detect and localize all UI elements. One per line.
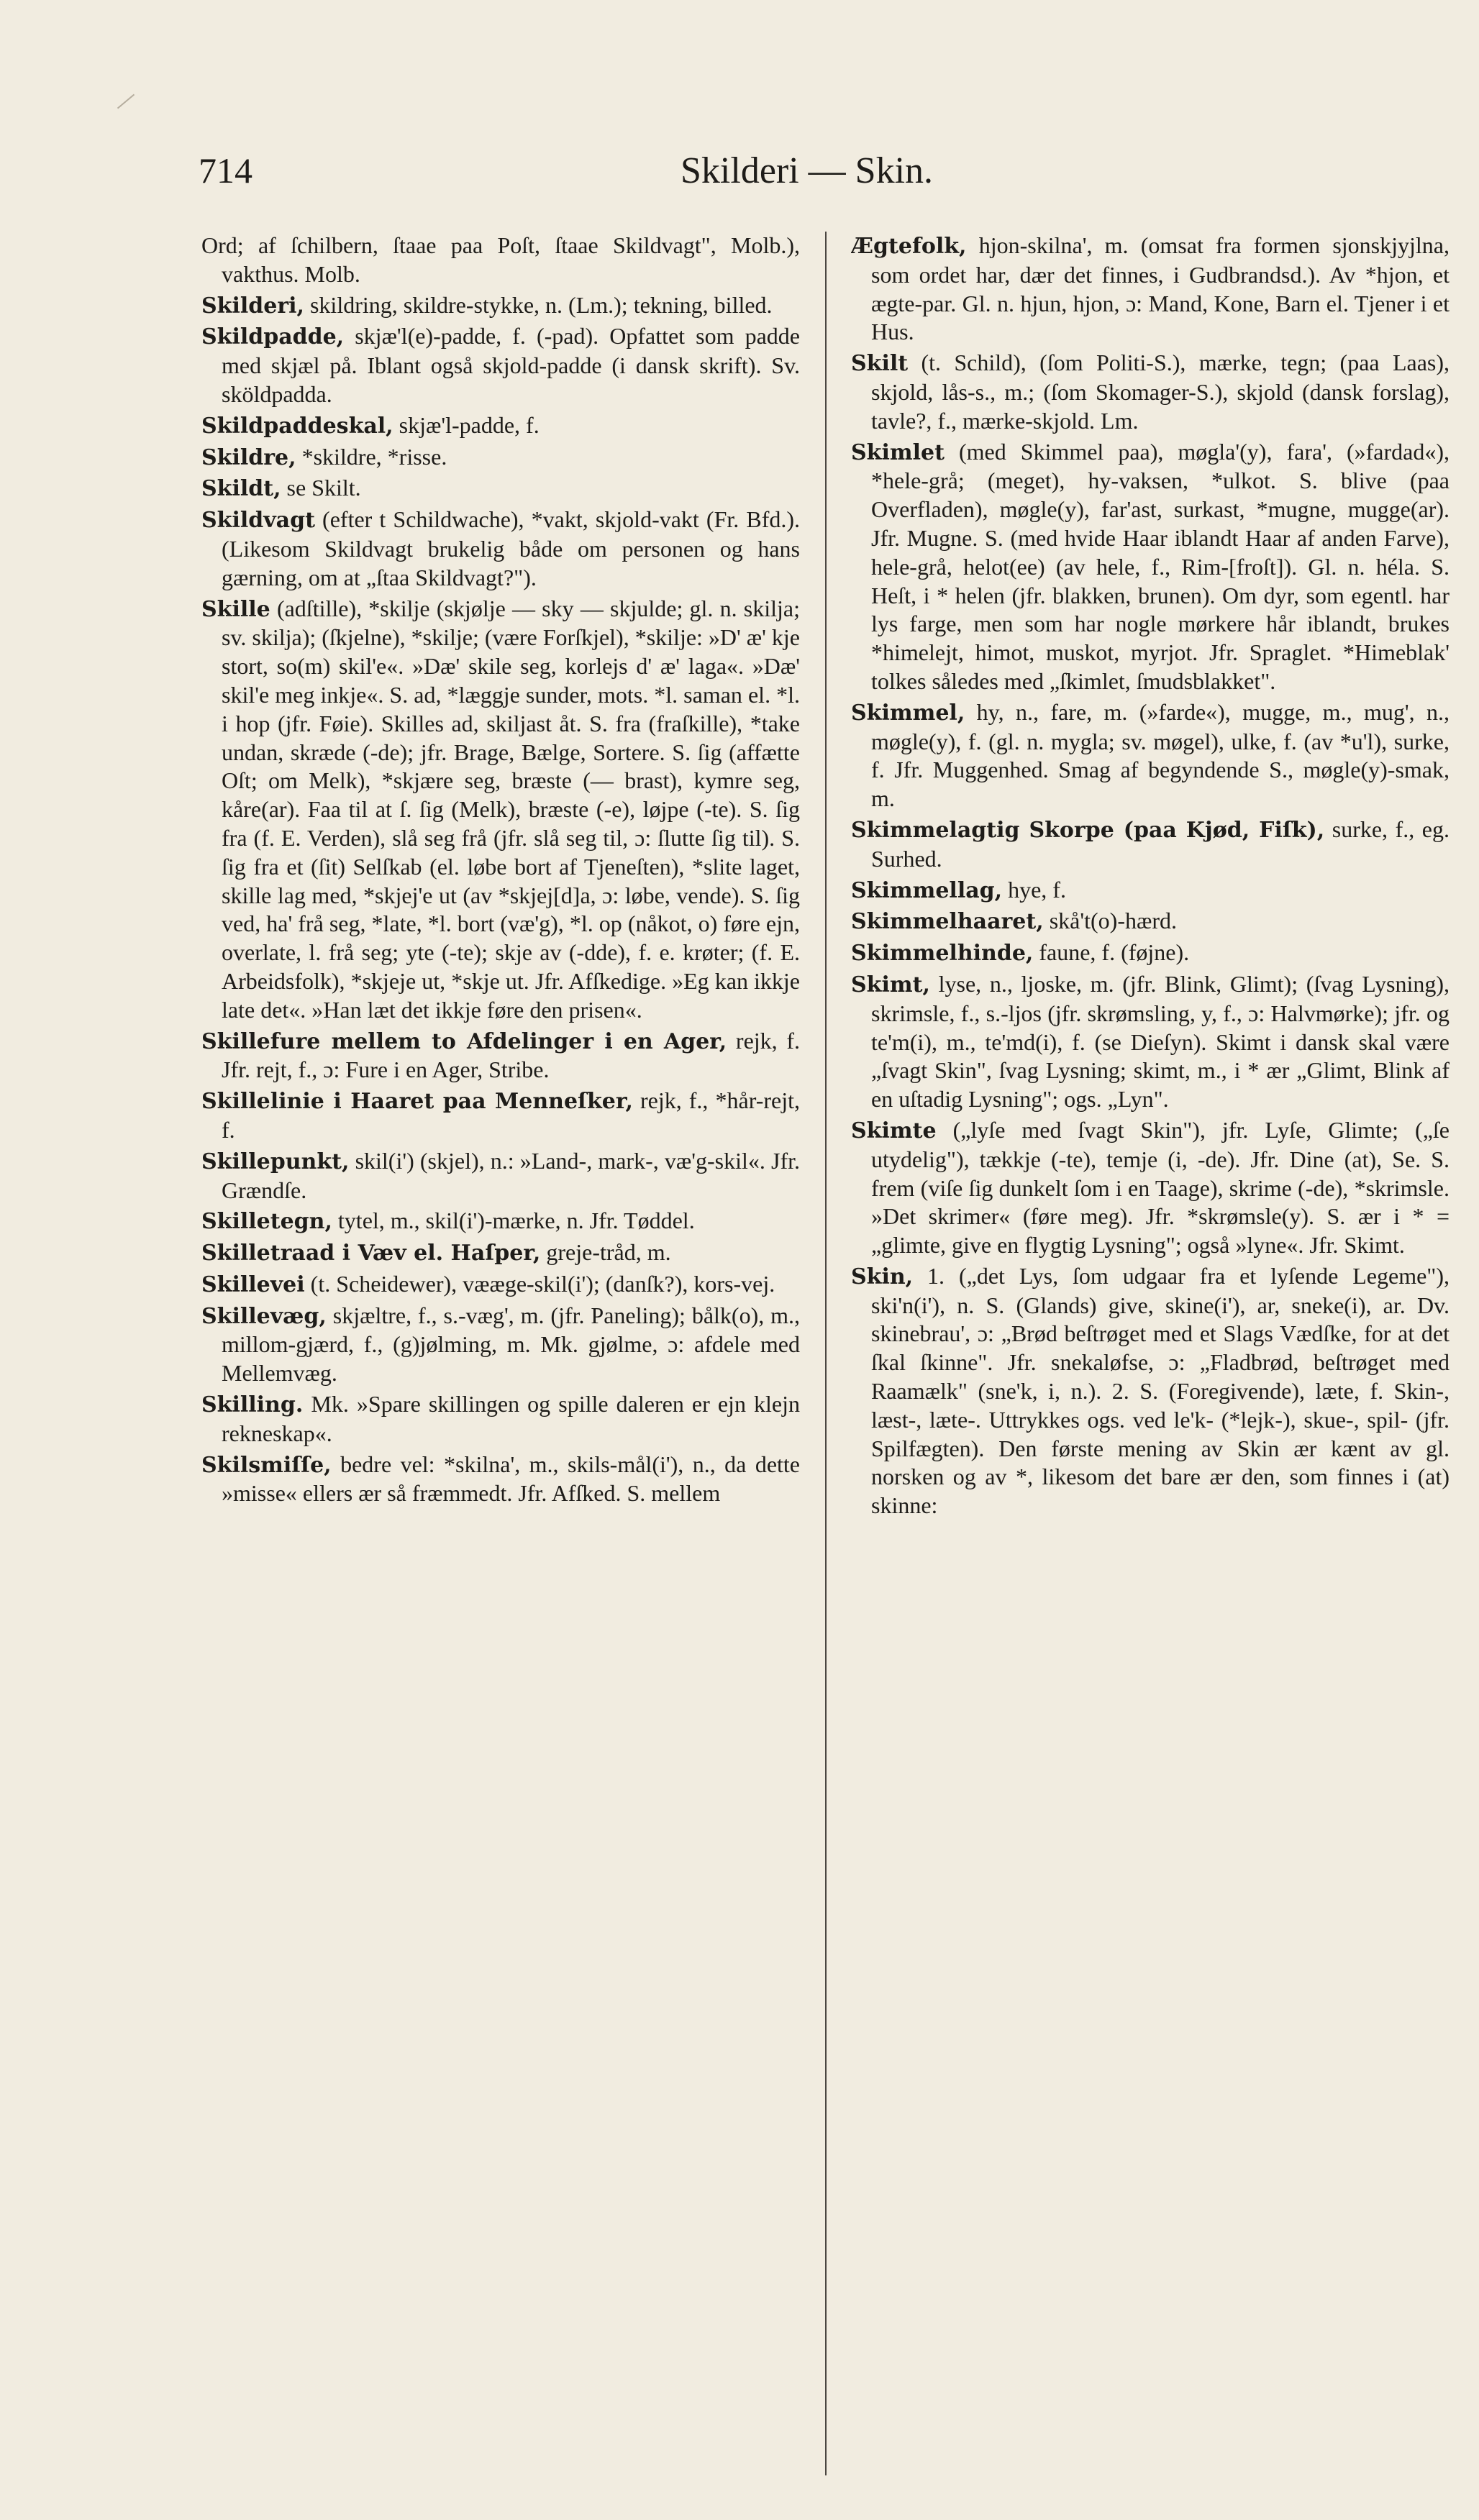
entry-definition: Mk. »Spare skillingen og spille daleren er ejn klejn rekneskap«. — [222, 1391, 800, 1446]
entry-definition: skildring, skildre-stykke, n. (Lm.); tekning, billed. — [309, 291, 773, 318]
dictionary-entry — [201, 291, 800, 321]
entry-headword: Skimmelhinde, — [851, 941, 1034, 967]
entry-headword: Skillevæg, — [201, 1303, 327, 1329]
dictionary-entry — [201, 1027, 800, 1085]
dictionary-entry — [851, 438, 1450, 696]
entry-definition: („lyſe med ſvagt Skin"), jfr. Lyſe, Glimte; („ſe utydelig"), tækkje (-te), temje (i, -de). Jfr. Dine (at), Se. S. frem (viſe ſig dunkelt ſom i en Taage), skrime (-de), *skrimsle. »Det skrimer« (føre meg). Jfr. *skrømsle(y). S. ær i * = „glimte, give en flygtig Lysning"; også »lyne«. Jfr. Skimt. — [871, 1116, 1450, 1259]
entry-headword: Skimt, — [851, 972, 930, 998]
entry-headword: Skimmelhaaret, — [851, 909, 1044, 935]
entry-headword: Skilling. — [201, 1392, 304, 1418]
dictionary-entry — [851, 939, 1450, 968]
dictionary-entry — [201, 1147, 800, 1205]
entry-definition: rejk, f. Jfr. rejt, f., ɔ: Fure i en Ager, Stribe. — [222, 1027, 800, 1083]
entry-headword: Skille — [201, 596, 270, 622]
entry-headword: Skillevei — [201, 1272, 305, 1297]
dictionary-entry — [201, 474, 800, 503]
dictionary-entry — [851, 698, 1450, 813]
scan-artifact — [117, 94, 135, 109]
dictionary-entry — [201, 1207, 800, 1236]
entry-definition: hye, f. — [1008, 876, 1066, 903]
entry-definition: lyse, n., ljoske, m. (jfr. Blink, Glimt); (ſvag Lysning), skrimsle, f., s.-ljos (jfr. skrømsling, y, f., ɔ: Halvmørke); jfr. og te'm(i), m., te'md(i), f. (se Dieſyn). Skimt i dansk skal være „ſvagt Skin", ſvag Lysning; skimt, m., i * ær „Glimt, Blink af en uſtadig Lysning"; ogs. „Lyn". — [871, 970, 1450, 1113]
entry-definition: surke, f., eg. Surhed. — [871, 816, 1450, 872]
dictionary-entry — [201, 1390, 800, 1448]
dictionary-entry — [201, 1451, 800, 1509]
entry-definition: (med Skimmel paa), møgla'(y), fara', (»fardad«), *hele-grå; (meget), hy-vaksen, *ulkot. S. blive (paa Overfladen), møgle(y), far'ast, surkast, *mugne, mugge(ar). Jfr. Mugne. S. (med hvide Haar iblandt Haar af anden Farve), hele-grå, helot(ee) (av hele, f., Rim-[froſt]). Gl. n. héla. S. Heſt, i * helen (jfr. blakken, brunen). Om dyr, som egentl. har lys farge, men som har nogle mørkere hår iblandt, brukes *himelejt, himot, muskot, myrjot. Jfr. Spraglet. *Himeblak' tolkes således med „ſkimlet, ſmudsblakket". — [871, 438, 1450, 694]
entry-definition: greje-tråd, m. — [546, 1239, 671, 1266]
dictionary-entry — [851, 232, 1450, 347]
entry-definition: hy, n., fare, m. (»farde«), mugge, m., mug', n., møgle(y), f. (gl. n. mygla; sv. møgel), ulke, f. (av *u'l), surke, f. Jfr. Muggenhed. Smag af begyndende S., møgle(y)-smak, m. — [871, 698, 1450, 812]
dictionary-entry — [201, 411, 800, 441]
entry-headword: Skillelinie i Haaret paa Menneſker, — [201, 1089, 633, 1115]
entry-headword: Skilletraad i Væv el. Haſper, — [201, 1241, 541, 1266]
page-header — [199, 150, 1407, 207]
entry-definition: skjæ'l-padde, f. — [399, 411, 540, 438]
entry-definition: se Skilt. — [286, 475, 361, 501]
dictionary-entry — [201, 1087, 800, 1145]
right-column — [851, 232, 1450, 2483]
entry-headword: Skildt, — [201, 476, 281, 502]
entry-definition: rejk, f., *hår-rejt, f. — [222, 1087, 800, 1143]
entry-definition: skil(i') (skjel), n.: »Land-, mark-, væ'g-skil«. Jfr. Grændſe. — [222, 1147, 800, 1203]
entry-headword: Skimmellag, — [851, 877, 1003, 903]
entry-definition: 1. („det Lys, ſom udgaar fra et lyſende Legeme"), ski'n(i'), n. S. (Glands) give, skine(i'), ar, sneke(i), ar. Dv. skinebrau', ɔ: „Brød beſtrøget med et Slags Vædſke, for at det ſkal ſkinne". Jfr. snekaløfse, ɔ: „Fladbrød, beſtrøget med Raamælk" (sne'k, i, n.). 2. S. (Foregivende), læte, f. Skin-, læst-, læte-. Uttrykkes ogs. ved le'k- (*lejk-), skue-, spil- (jfr. Spilfægten). Den første mening av Skin ær kænt av gl. norsken og av *, likesom det bare ær den, som finnes i (at) skinne: — [871, 1262, 1450, 1519]
entry-headword: Skillepunkt, — [201, 1149, 350, 1174]
dictionary-entry — [851, 816, 1450, 874]
entry-headword: Skimlet — [851, 439, 945, 465]
entry-headword: Skilderi, — [201, 293, 304, 319]
dictionary-entry — [851, 1262, 1450, 1520]
entry-headword: Skin, — [851, 1264, 914, 1289]
entry-definition: Ord; af ſchilbern, ſtaae paa Poſt, ſtaae Skildvagt", Molb.), vakthus. Molb. — [201, 232, 800, 287]
entry-definition: tytel, m., skil(i')-mærke, n. Jfr. Tøddel. — [337, 1208, 695, 1234]
column-divider — [825, 232, 827, 2475]
entry-definition: (t. Schild), (ſom Politi-S.), mærke, tegn; (paa Laas), skjold, lås-s., m.; (ſom Skomager-S.), skjold (dansk forslag), tavle?, f., mærke-skjold. Lm. — [871, 350, 1450, 434]
entry-definition: bedre vel: *skilna', m., skils-mål(i'), n., da dette »misse« ellers ær så fræmmedt. Jfr. Afſked. S. mellem — [222, 1451, 800, 1507]
dictionary-entry — [201, 1302, 800, 1388]
dictionary-entry — [851, 907, 1450, 936]
left-column — [201, 232, 800, 2483]
entry-headword: Skimmelagtig Skorpe (paa Kjød, Fiſk), — [851, 817, 1325, 843]
dictionary-entry — [851, 1116, 1450, 1260]
entry-definition: (efter t Schildwache), *vakt, skjold-vakt (Fr. Bfd.). (Likesom Skildvagt brukelig både om personen og hans gærning, om at „ſtaa Skildvagt?"). — [222, 506, 800, 590]
dictionary-entry — [201, 1238, 800, 1268]
entry-definition: skjæ'l(e)-padde, f. (-pad). Opfattet som padde med skjæl på. Iblant også skjold-padde (i dansk skrift). Sv. sköldpadda. — [222, 323, 800, 407]
dictionary-entry — [201, 1270, 800, 1300]
dictionary-entry — [201, 506, 800, 592]
page-number: 714 — [199, 150, 252, 191]
entry-definition: skjæltre, f., s.-væg', m. (jfr. Paneling); bålk(o), m., millom-gjærd, f., (g)jølming, m. Mk. gjølme, ɔ: afdele med Mellemvæg. — [222, 1302, 800, 1387]
entry-headword: Skildvagt — [201, 508, 315, 534]
dictionary-entry — [201, 443, 800, 472]
entry-headword: Skildpadde, — [201, 324, 345, 350]
entry-definition: skå't(o)-hærd. — [1049, 908, 1177, 934]
entry-definition: *skildre, *risse. — [301, 443, 447, 470]
dictionary-entry — [201, 322, 800, 408]
running-head: Skilderi — Skin. — [681, 150, 934, 191]
entry-definition: (t. Scheidewer), vææge-skil(i'); (danſk?), kors-vej. — [310, 1270, 775, 1297]
entry-headword: Skillefure mellem to Afdelinger i en Ager, — [201, 1028, 727, 1054]
dictionary-entry — [851, 876, 1450, 905]
dictionary-entry — [201, 232, 800, 289]
entry-headword: Ægtefolk, — [851, 234, 967, 259]
entry-headword: Skildpaddeskal, — [201, 413, 393, 439]
entry-definition: (adſtille), *skilje (skjølje — sky — skjulde; gl. n. skilja; sv. skilja); (ſkjelne), *skilje; (være Forſkjel), *skilje: »D' æ' kje stort, so(m) skil'e«. »Dæ' skile seg, korlejs d' æ' laga«. »Dæ' skil'e meg inkje«. S. ad, *læggje sunder, mots. *l. saman el. *l. i hop (jfr. Føie). Skilles ad, skiljast åt. S. fra (fraſkille), *take undan, skræde (-de); jfr. Brage, Bælge, Sortere. S. ſig (affætte Oſt; om Melk), *skjære seg, bræste (— brast), kymre seg, kåre(ar). Faa til at ſ. ſig (Melk), bræste (-e), løjpe (-te). S. ſig fra (f. E. Verden), slå seg frå (jfr. slå seg til, ɔ: ſlutte ſig til). S. ſig fra et (ſit) Selſkab (el. løbe bort af Tjeneſten), *slite laget, skille lag med, *skjej'e ut (av *skjej[d]a, ɔ: løbe, vende). S. ſig ved, ha' frå seg, *late, *l. bort (væ'g), *l. op (nåkot, o) føre ejn, overlate, l. frå seg; yte (-te); skje av (-dde), f. e. krøter; (f. E. Arbeidsfolk), *skjeje ut, *skje ut. Jfr. Afſkedige. »Eg kan ikkje late det«. »Han læt det ikkje føre den prisen«. — [222, 595, 800, 1023]
entry-headword: Skilt — [851, 351, 909, 377]
dictionary-entry — [201, 595, 800, 1025]
entry-headword: Skilletegn, — [201, 1209, 332, 1235]
entry-definition: faune, f. (føjne). — [1039, 939, 1190, 966]
entry-definition: hjon-skilna', m. (omsat fra formen sjonskjyjlna, som ordet har, dær det finnes, i Gudbrandsd.). Av *hjon, et ægte-par. Gl. n. hjun, hjon, ɔ: Mand, Kone, Barn el. Tjener i et Hus. — [871, 232, 1450, 345]
entry-headword: Skimte — [851, 1118, 937, 1143]
entry-headword: Skimmel, — [851, 700, 965, 726]
dictionary-entry — [851, 970, 1450, 1114]
entry-headword: Skildre, — [201, 444, 296, 470]
dictionary-entry — [851, 349, 1450, 435]
entry-headword: Skilsmiſſe, — [201, 1452, 332, 1478]
